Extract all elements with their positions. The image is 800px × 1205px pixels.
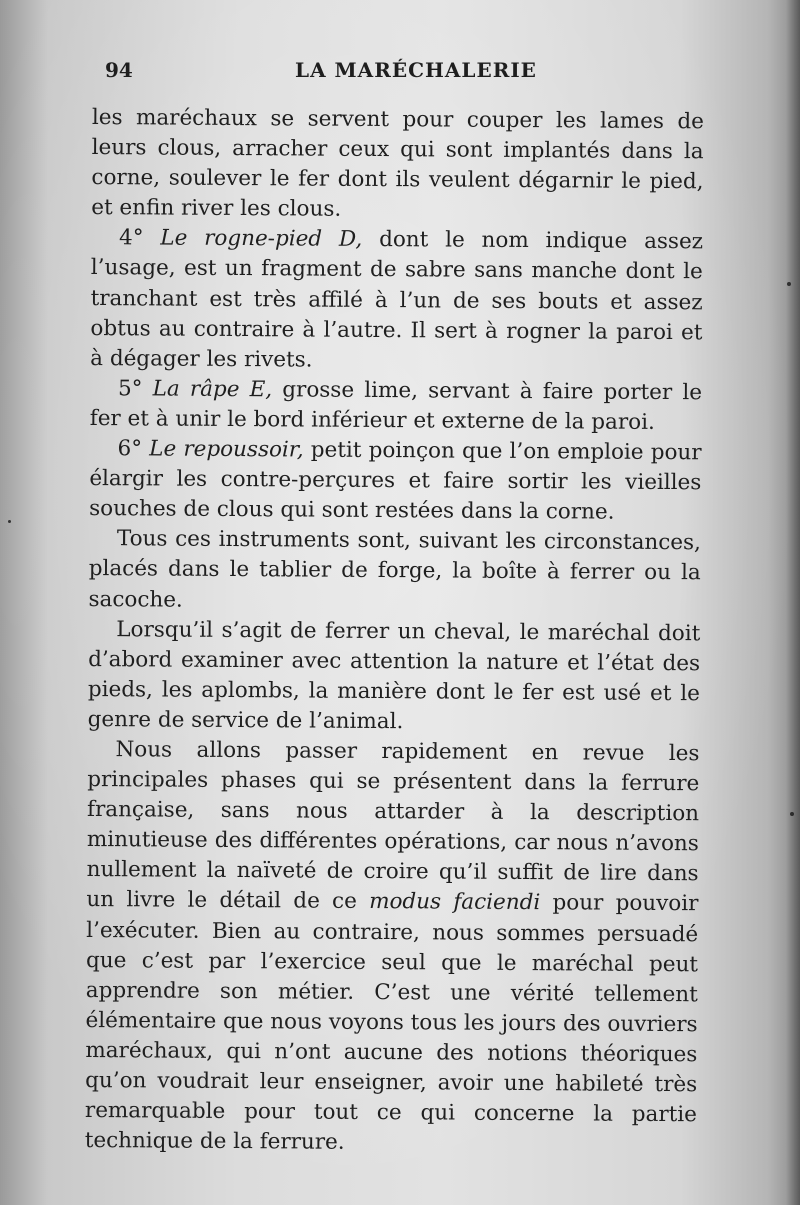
item-term: Le repoussoir, <box>149 436 304 463</box>
latin-phrase: modus faciendi <box>369 889 541 916</box>
paragraph-text: dont le nom indique assez l’usage, est un fragment de sabre sans manche dont le tranchant est très affilé à l’un de ses bouts et assez obtus au contraire à l’autre. Il sert à rogner la paroi et à dégager les rivets. <box>90 227 704 373</box>
paper-speck <box>790 812 794 816</box>
item-term: La râpe E, <box>152 376 273 403</box>
paragraph-text: les maréchaux se servent pour couper les lames de leurs clous, arracher ceux qui sont implantés dans la corne, soulever le fer dont ils veulent dégarnir le pied, et enfin river les clous. <box>91 104 704 223</box>
paper-speck <box>787 282 791 286</box>
paragraph-continuation <box>91 103 704 228</box>
item-term: Le rogne-pied D, <box>160 225 363 253</box>
paragraph-text: pour pouvoir l’exécuter. Bien au contraire, nous sommes persuadé que c’est par l’exercice seul que le maréchal peut apprendre son métier. C’est une vérité tellement élémentaire que nous voyons tous les jours des ouvriers maréchaux, qui n’ont aucune des notions théoriques qu’on voudrait leur enseigner, avoir une habileté très remarquable pour tout ce qui concerne la partie technique de la ferrure. <box>84 890 699 1155</box>
paragraph-rape <box>90 374 702 438</box>
item-number: 5° <box>117 376 143 402</box>
page-header <box>105 58 705 88</box>
paragraph-instruments <box>88 524 701 619</box>
paragraph-text: petit poinçon que l’on emploie pour élargir les contre-perçures et faire sortir les vieilles souches de clous qui sont restées dans la corne. <box>89 437 702 525</box>
paragraph-rogne-pied <box>90 223 703 378</box>
item-number: 6° <box>117 436 143 462</box>
paragraph-overview <box>85 735 700 1161</box>
running-title: LA MARÉCHALERIE <box>295 58 537 82</box>
paragraph-text: grosse lime, servant à faire porter le fer et à unir le bord inférieur et externe de la paroi. <box>89 377 703 435</box>
paragraph-text: Nous allons passer rapidement en revue les principales phases qui se présentent dans la ferrure française, sans nous attarder à la description minutieuse des différentes opérations, car nous n’avons nullement la naïveté de croire qu’il suffit de lire dans un livre le détail de ce <box>86 737 700 915</box>
page-number: 94 <box>105 58 133 82</box>
paragraph-examination <box>88 615 701 740</box>
paragraph-text: Tous ces instruments sont, suivant les circonstances, placés dans le tablier de forge, la boîte à ferrer ou la sacoche. <box>88 526 702 613</box>
paper-speck <box>8 520 11 523</box>
paragraph-text: Lorsqu’il s’agit de ferrer un cheval, le maréchal doit d’abord examiner avec attention la nature et l’état des pieds, les aplombs, la manière dont le fer est usé et le genre de service de l’animal. <box>87 616 701 735</box>
paragraph-repoussoir <box>89 434 702 529</box>
body-text <box>85 103 704 1161</box>
item-number: 4° <box>118 225 144 251</box>
